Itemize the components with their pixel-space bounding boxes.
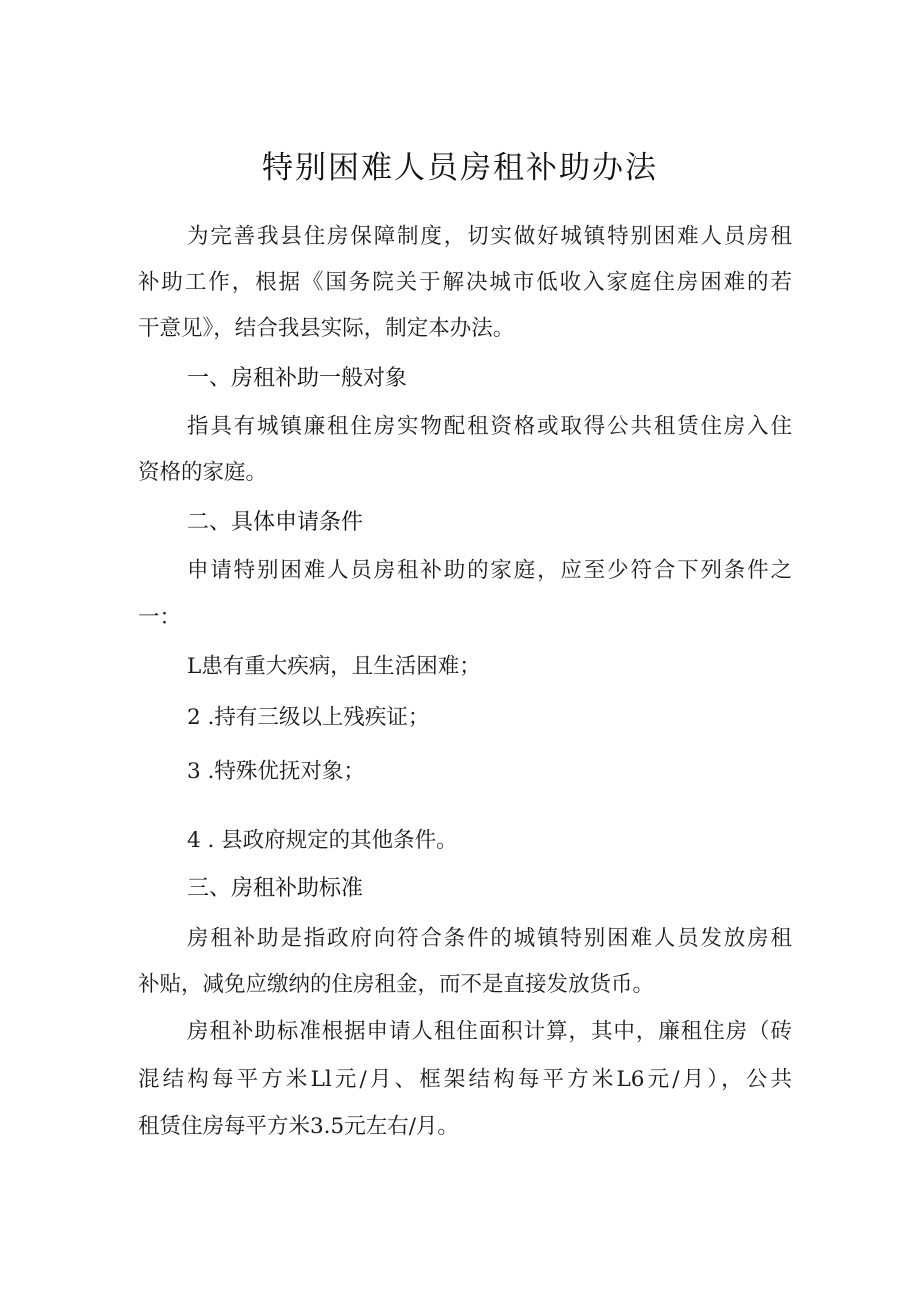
- section-1-line-2: 资格的家庭。: [138, 460, 268, 485]
- intro-line-3: 干意见》，结合我县实际，制定本办法。: [138, 316, 515, 341]
- section-2-line-2: 一：: [138, 605, 182, 630]
- intro-line-1: 为完善我县住房保障制度，切实做好城镇特别困难人员房租: [187, 224, 792, 249]
- section-2-heading: 二、具体申请条件: [187, 510, 364, 535]
- section-1-line-1: 指具有城镇廉租住房实物配租资格或取得公共租赁住房入住: [187, 414, 792, 439]
- condition-item-3: 3 .特殊优抚对象；: [187, 759, 365, 784]
- section-1-heading: 一、房租补助一般对象: [187, 366, 408, 391]
- section-3-heading: 三、房租补助标准: [187, 876, 364, 901]
- section-2-line-1: 申请特别困难人员房租补助的家庭，应至少符合下列条件之: [187, 558, 792, 583]
- condition-item-1: L患有重大疾病，且生活困难；: [187, 654, 481, 679]
- condition-item-2: 2 .持有三级以上残疾证；: [187, 705, 430, 730]
- section-3-para-2-line-3: 租赁住房每平方米3.5元左右/月。: [138, 1114, 459, 1139]
- document-title: 特别困难人员房租补助办法: [262, 150, 658, 186]
- section-3-para-2-line-1: 房租补助标准根据申请人租住面积计算，其中，廉租住房（砖: [187, 1019, 792, 1044]
- intro-line-2: 补助工作，根据《国务院关于解决城市低收入家庭住房困难的若: [138, 270, 792, 295]
- section-3-para-1-line-2: 补贴，减免应缴纳的住房租金，而不是直接发放货币。: [138, 972, 655, 997]
- section-3-para-1-line-1: 房租补助是指政府向符合条件的城镇特别困难人员发放房租: [187, 926, 792, 951]
- section-3-para-2-line-2: 混结构每平方米Ll元/月、框架结构每平方米L6元/月），公共: [138, 1067, 792, 1092]
- condition-item-4: 4 . 县政府规定的其他条件。: [187, 828, 458, 853]
